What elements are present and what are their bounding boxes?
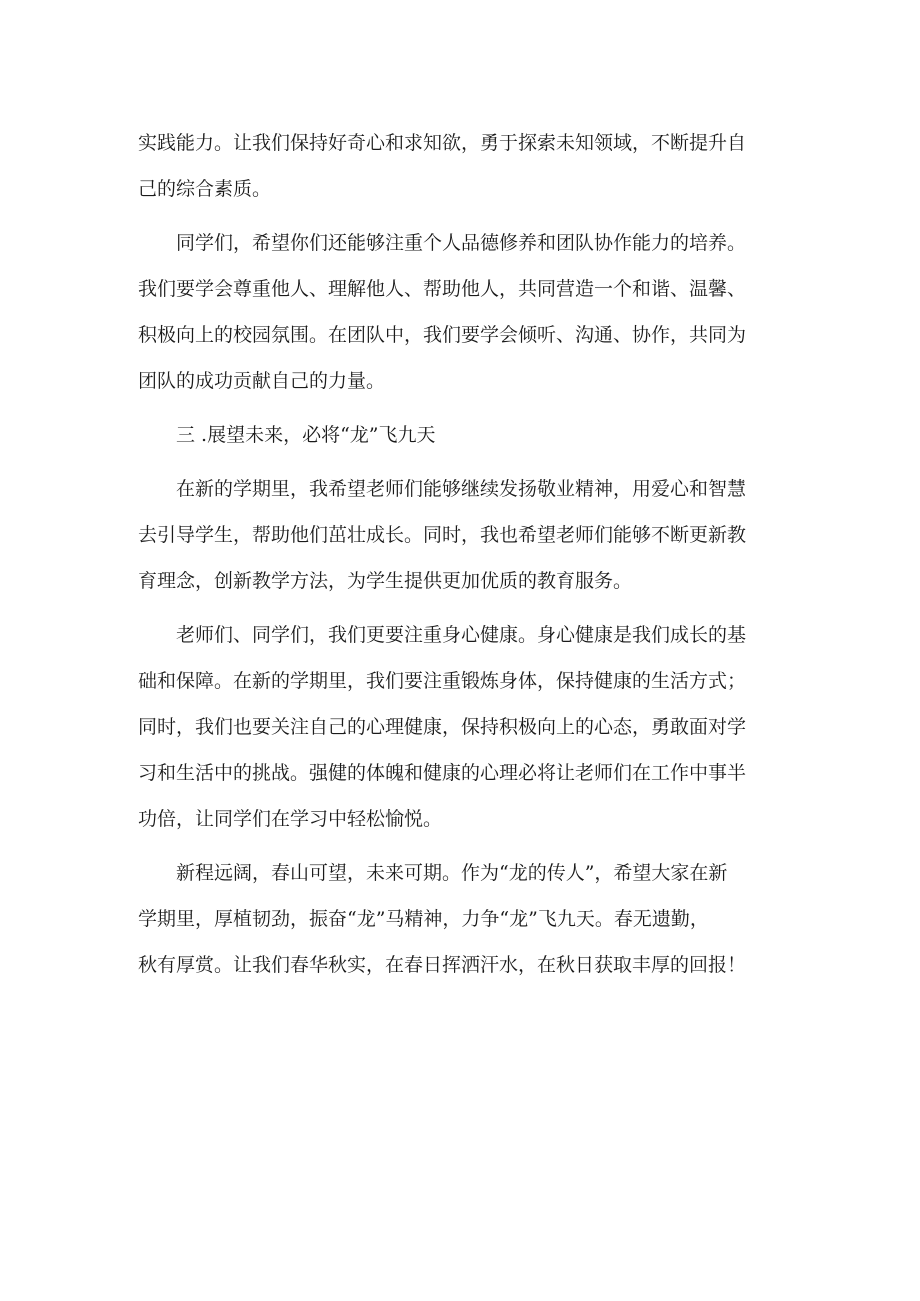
text-line: 学期里，厚植韧劲，振奋“龙”马精神，力争“龙”飞九天。春无遗勤，: [138, 908, 709, 930]
text-line: 己的综合素质。: [138, 178, 272, 200]
paragraph-4: [138, 612, 794, 842]
text-line: 团队的成功贡献自己的力量。: [138, 370, 386, 392]
text-line: 在新的学期里，我希望老师们能够继续发扬敬业精神，用爱心和智慧: [176, 478, 747, 500]
section-heading: [138, 412, 794, 458]
paragraph-3: [138, 466, 794, 604]
text-line: 功倍，让同学们在学习中轻松愉悦。: [138, 808, 443, 830]
heading-line: 三 .展望未来，必将“龙”飞九天: [176, 424, 436, 446]
text-line: 去引导学生，帮助他们茁壮成长。同时，我也希望老师们能够不断更新教: [138, 524, 747, 546]
text-line: 同学们，希望你们还能够注重个人品德修养和团队协作能力的培养。: [176, 232, 747, 254]
text-line: 同时，我们也要关注自己的心理健康，保持积极向上的心态，勇敢面对学: [138, 716, 747, 738]
text-line: 新程远阔，春山可望，未来可期。作为“龙的传人”，希望大家在新: [176, 862, 728, 884]
text-line: 我们要学会尊重他人、理解他人、帮助他人，共同营造一个和谐、温馨、: [138, 278, 747, 300]
text-line: 础和保障。在新的学期里，我们要注重锻炼身体，保持健康的生活方式；: [138, 670, 747, 692]
text-line: 积极向上的校园氛围。在团队中，我们要学会倾听、沟通、协作，共同为: [138, 324, 747, 346]
text-line: 实践能力。让我们保持好奇心和求知欲，勇于探索未知领域，不断提升自: [138, 132, 747, 154]
document-body: [138, 120, 794, 988]
text-line: 老师们、同学们，我们更要注重身心健康。身心健康是我们成长的基: [176, 624, 747, 646]
paragraph-2: [138, 220, 794, 404]
text-line: 育理念，创新教学方法，为学生提供更加优质的教育服务。: [138, 570, 633, 592]
paragraph-1: [138, 120, 794, 212]
text-line: 秋有厚赏。让我们春华秋实，在春日挥洒汗水，在秋日获取丰厚的回报！: [138, 954, 747, 976]
text-line: 习和生活中的挑战。强健的体魄和健康的心理必将让老师们在工作中事半: [138, 762, 747, 784]
paragraph-5: [138, 850, 794, 988]
